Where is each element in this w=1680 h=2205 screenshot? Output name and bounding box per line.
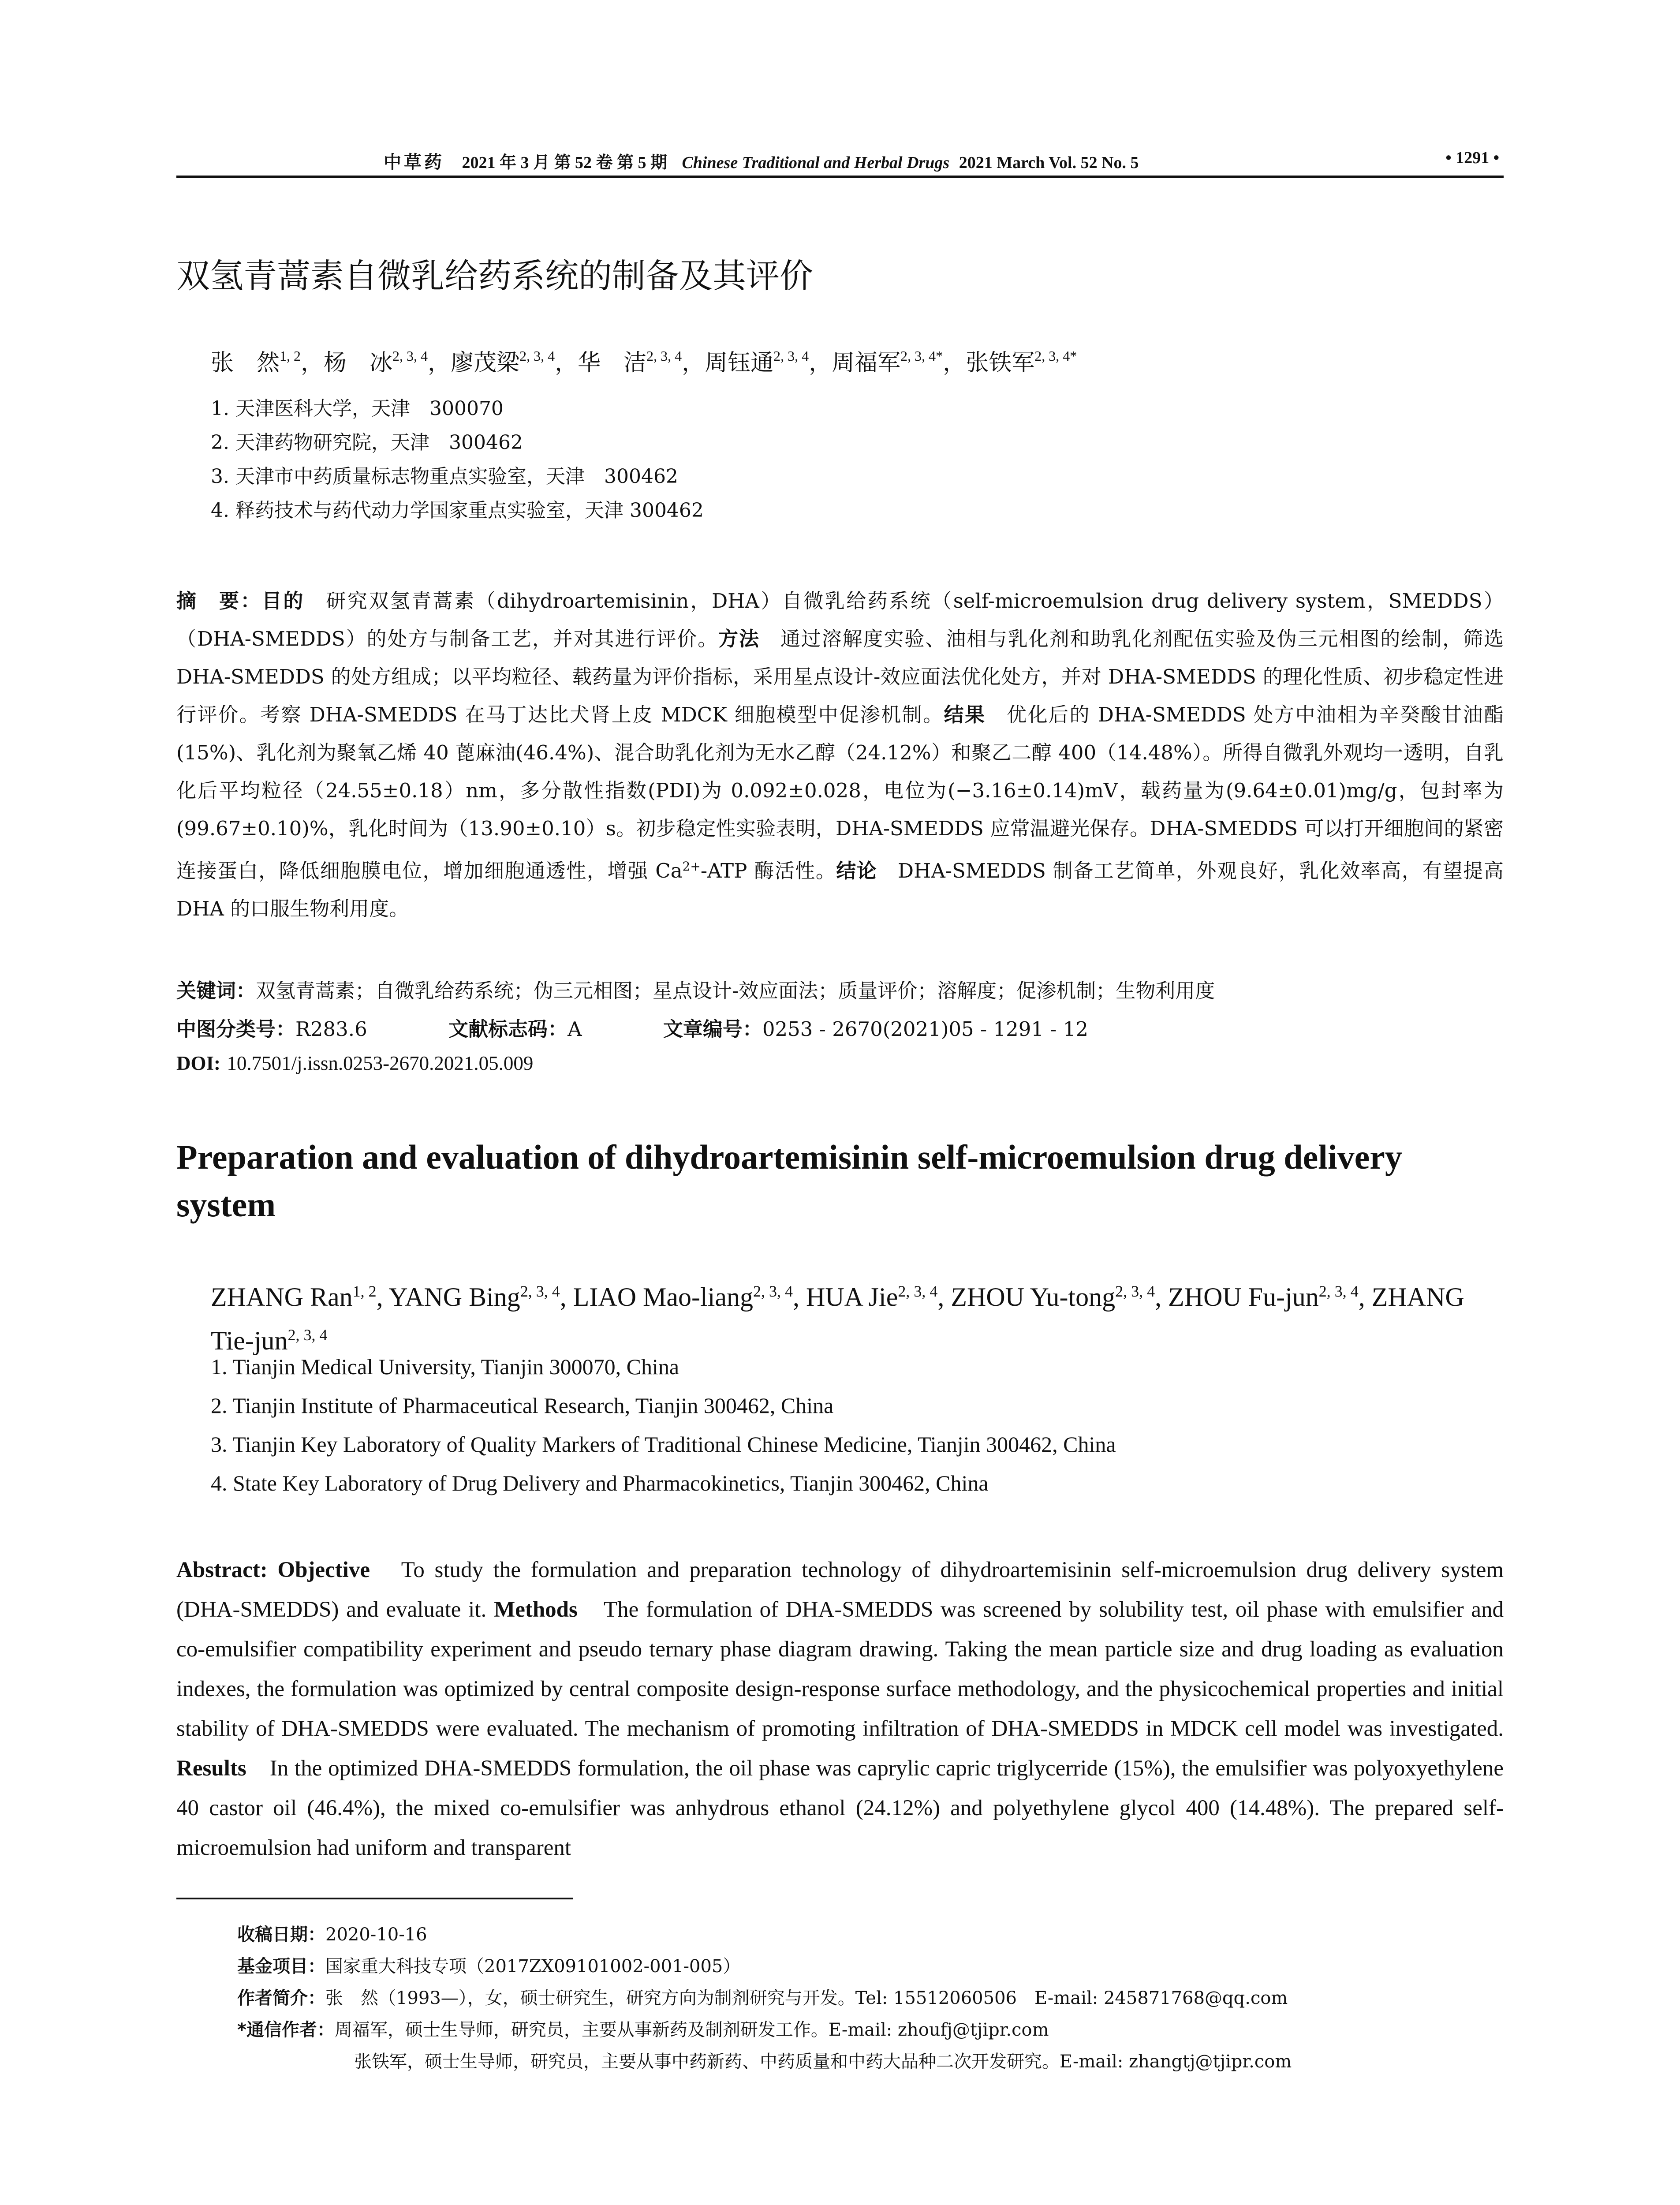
cn-abstract-label: 摘 要： xyxy=(176,589,262,613)
en-affiliation: 4. State Key Laboratory of Drug Delivery and Pharmacokinetics, Tianjin 300462, China xyxy=(211,1471,989,1495)
en-author-list: ZHANG Ran$^{1, 2}$, YANG Bing$^{2, 3, 4}$, LIAO Mao-liang$^{2, 3, 4}$, HUA Jie$^{2, 3, 4}$, ZHOU Yu-tong$^{2, 3, 4}$, ZHOU Fu-jun$^{2, 3, 4}$, ZHANG Tie-jun$^{2, 3, 4}$ xyxy=(211,1282,1464,1355)
issue-cn: 2021 年 3 月 第 52 卷 第 5 期 xyxy=(462,153,668,172)
en-author: HUA Jie$^{2, 3, 4}$ xyxy=(806,1282,938,1312)
cn-methods-label: 方法 xyxy=(718,627,760,650)
cn-author: 张铁军$^{2, 3, 4*}$ xyxy=(966,348,1077,376)
page-number: • 1291 • xyxy=(1445,149,1499,167)
cn-title: 双氢青蒿素自微乳给药系统的制备及其评价 xyxy=(176,256,813,295)
cn-abstract xyxy=(176,582,1504,928)
en-affiliation: 1. Tianjin Medical University, Tianjin 300070, China xyxy=(211,1354,679,1379)
cn-author: 张 然$^{1, 2}$ xyxy=(211,348,301,376)
cn-methods-text: 通过溶解度实验、油相与乳化剂和助乳化剂配伍实验及伪三元相图的绘制，筛选 DHA-SMEDDS 的处方组成；以平均粒径、载药量为评价指标，采用星点设计-效应面法优化处方，并对 DHA-SMEDDS 的理化性质、初步稳定性进行评价。考察 DHA-SMEDDS 在马丁达比犬肾上皮 MDCK 细胞模型中促渗机制。 xyxy=(176,627,1504,726)
issue-en: 2021 March Vol. 52 No. 5 xyxy=(959,153,1139,172)
cn-doi: DOI: 10.7501/j.issn.0253-2670.2021.05.009 xyxy=(176,1052,534,1074)
cn-results-label: 结果 xyxy=(944,703,986,726)
cn-author: 华 洁$^{2, 3, 4}$ xyxy=(578,348,682,376)
cn-affiliation: 1. 天津医科大学，天津 300070 xyxy=(211,397,504,420)
cn-results-text: 优化后的 DHA-SMEDDS 处方中油相为辛癸酸甘油酯(15%)、乳化剂为聚氧乙烯 40 蓖麻油(46.4%)、混合助乳化剂为无水乙醇（24.12%）和聚乙二醇 400（14.48%）。所得自微乳外观均一透明，自乳化后平均粒径（24.55±0.18）nm，多分散性指数(PDI)为 0.092±0.028，电位为(−3.16±0.14)mV，载药量为(9.64±0.01)mg/g，包封率为(99.67±0.10)%，乳化时间为（13.90±0.10）s。初步稳定性实验表明，DHA-SMEDDS 应常温避光保存。DHA-SMEDDS 可以打开细胞间的紧密连接蛋白，降低细胞膜电位，增加细胞通透性，增强 Ca xyxy=(176,703,1504,882)
cn-objective-label: 目的 xyxy=(261,589,305,613)
footnote-corresponding: *通信作者：周福军，硕士生导师，研究员，主要从事新药及制剂研发工作。E-mail: zhoufj@tjipr.com xyxy=(237,2020,1049,2040)
running-header xyxy=(176,140,1504,178)
en-affiliation: 3. Tianjin Key Laboratory of Quality Markers of Traditional Chinese Medicine, Tianjin 300462, China xyxy=(211,1432,1116,1457)
cn-affiliation: 3. 天津市中药质量标志物重点实验室，天津 300462 xyxy=(211,465,678,488)
en-methods-text: The formulation of DHA-SMEDDS was screened by solubility test, oil phase with emulsifier and co-emulsifier compatibility experiment and pseudo ternary phase diagram drawing. Taking the mean particle size and drug loading as evaluation indexes, the formulation was optimized by central composite design-response surface methodology, and the physicochemical properties and initial stability of DHA-SMEDDS were evaluated. The mechanism of promoting infiltration of DHA-SMEDDS in MDCK cell model was investigated. xyxy=(176,1597,1504,1741)
en-author: YANG Bing$^{2, 3, 4}$ xyxy=(388,1282,560,1312)
footnotes xyxy=(237,1921,1292,2079)
footnote-corresponding-2: 张铁军，硕士生导师，研究员，主要从事中药新药、中药质量和中药大品种二次开发研究。E-mail: zhangtj@tjipr.com xyxy=(354,2052,1292,2072)
cn-affiliation: 2. 天津药物研究院，天津 300462 xyxy=(211,431,523,454)
en-affiliations xyxy=(211,1354,1116,1509)
cn-results-text-2: -ATP 酶活性。 xyxy=(700,859,836,882)
footnote-fund: 基金项目：国家重大科技专项（2017ZX09101002-001-005） xyxy=(237,1956,741,1977)
running-header-text xyxy=(384,148,1139,173)
en-author: ZHOU Fu-jun$^{2, 3, 4}$ xyxy=(1168,1282,1359,1312)
cn-author: 周福军$^{2, 3, 4*}$ xyxy=(832,348,943,376)
footnote-divider xyxy=(176,1898,573,1899)
en-results-label: Results xyxy=(176,1756,246,1781)
en-results-text: In the optimized DHA-SMEDDS formulation, the oil phase was caprylic capric triglycerride (15%), the emulsifier was polyoxyethylene 40 castor oil (46.4%), the mixed co-emulsifier was anhydrous ethanol (24.12%) and polyethylene glycol 400 (14.48%). The prepared self-microemulsion had uniform and transparent xyxy=(176,1756,1504,1860)
cn-results-superscript: 2+ xyxy=(682,859,701,874)
cn-author-list: 张 然$^{1, 2}$，杨 冰$^{2, 3, 4}$，廖茂梁$^{2, 3, 4}$，华 洁$^{2, 3, 4}$，周钰通$^{2, 3, 4}$，周福军$^{2, 3, 4*}$，张铁军$^{2, 3, 4*}$ xyxy=(211,348,1077,376)
en-author: ZHANG Ran$^{1, 2}$ xyxy=(211,1282,377,1312)
footnote-received: 收稿日期：2020-10-16 xyxy=(237,1925,427,1945)
en-author: LIAO Mao-liang$^{2, 3, 4}$ xyxy=(573,1282,793,1312)
journal-name-cn: 中草药 xyxy=(384,152,444,172)
en-author: ZHOU Yu-tong$^{2, 3, 4}$ xyxy=(951,1282,1155,1312)
cn-affiliation: 4. 释药技术与药代动力学国家重点实验室，天津 300462 xyxy=(211,499,704,522)
en-title: Preparation and evaluation of dihydroartemisinin self-microemulsion drug delivery system xyxy=(176,1138,1402,1224)
en-affiliation: 2. Tianjin Institute of Pharmaceutical Research, Tianjin 300462, China xyxy=(211,1393,834,1418)
cn-classification: 中图分类号：R283.6 文献标志码：A 文章编号：0253 - 2670(2021)05 - 1291 - 12 xyxy=(176,1017,1089,1041)
cn-affiliations xyxy=(211,392,704,528)
footnote-author-bio: 作者简介：张 然（1993—），女，硕士研究生，研究方向为制剂研究与开发。Tel: 15512060506 E-mail: 245871768@qq.com xyxy=(237,1988,1288,2008)
cn-objective-text: 研究双氢青蒿素（dihydroartemisinin，DHA）自微乳给药系统（self-microemulsion drug delivery system，SMEDDS）（DHA-SMEDDS）的处方与制备工艺，并对其进行评价。 xyxy=(176,589,1504,650)
en-abstract xyxy=(176,1550,1504,1868)
en-methods-label: Methods xyxy=(494,1597,578,1622)
en-abstract-label: Abstract: Objective xyxy=(176,1558,370,1582)
en-objective-text: To study the formulation and preparation technology of dihydroartemisinin self-microemulsion drug delivery system (DHA-SMEDDS) and evaluate it. xyxy=(176,1558,1504,1622)
cn-conclusion-label: 结论 xyxy=(836,859,877,882)
cn-author: 杨 冰$^{2, 3, 4}$ xyxy=(324,348,428,376)
cn-conclusion-text: DHA-SMEDDS 制备工艺简单，外观良好，乳化效率高，有望提高 DHA 的口服生物利用度。 xyxy=(176,859,1504,920)
en-author: ZHANG Tie-jun$^{2, 3, 4}$ xyxy=(211,1282,1464,1355)
cn-author: 廖茂梁$^{2, 3, 4}$ xyxy=(451,348,555,376)
cn-keywords: 关键词：双氢青蒿素；自微乳给药系统；伪三元相图；星点设计-效应面法；质量评价；溶解度；促渗机制；生物利用度 xyxy=(176,979,1215,1002)
cn-author: 周钰通$^{2, 3, 4}$ xyxy=(705,348,809,376)
journal-name-en: Chinese Traditional and Herbal Drugs xyxy=(682,153,950,172)
